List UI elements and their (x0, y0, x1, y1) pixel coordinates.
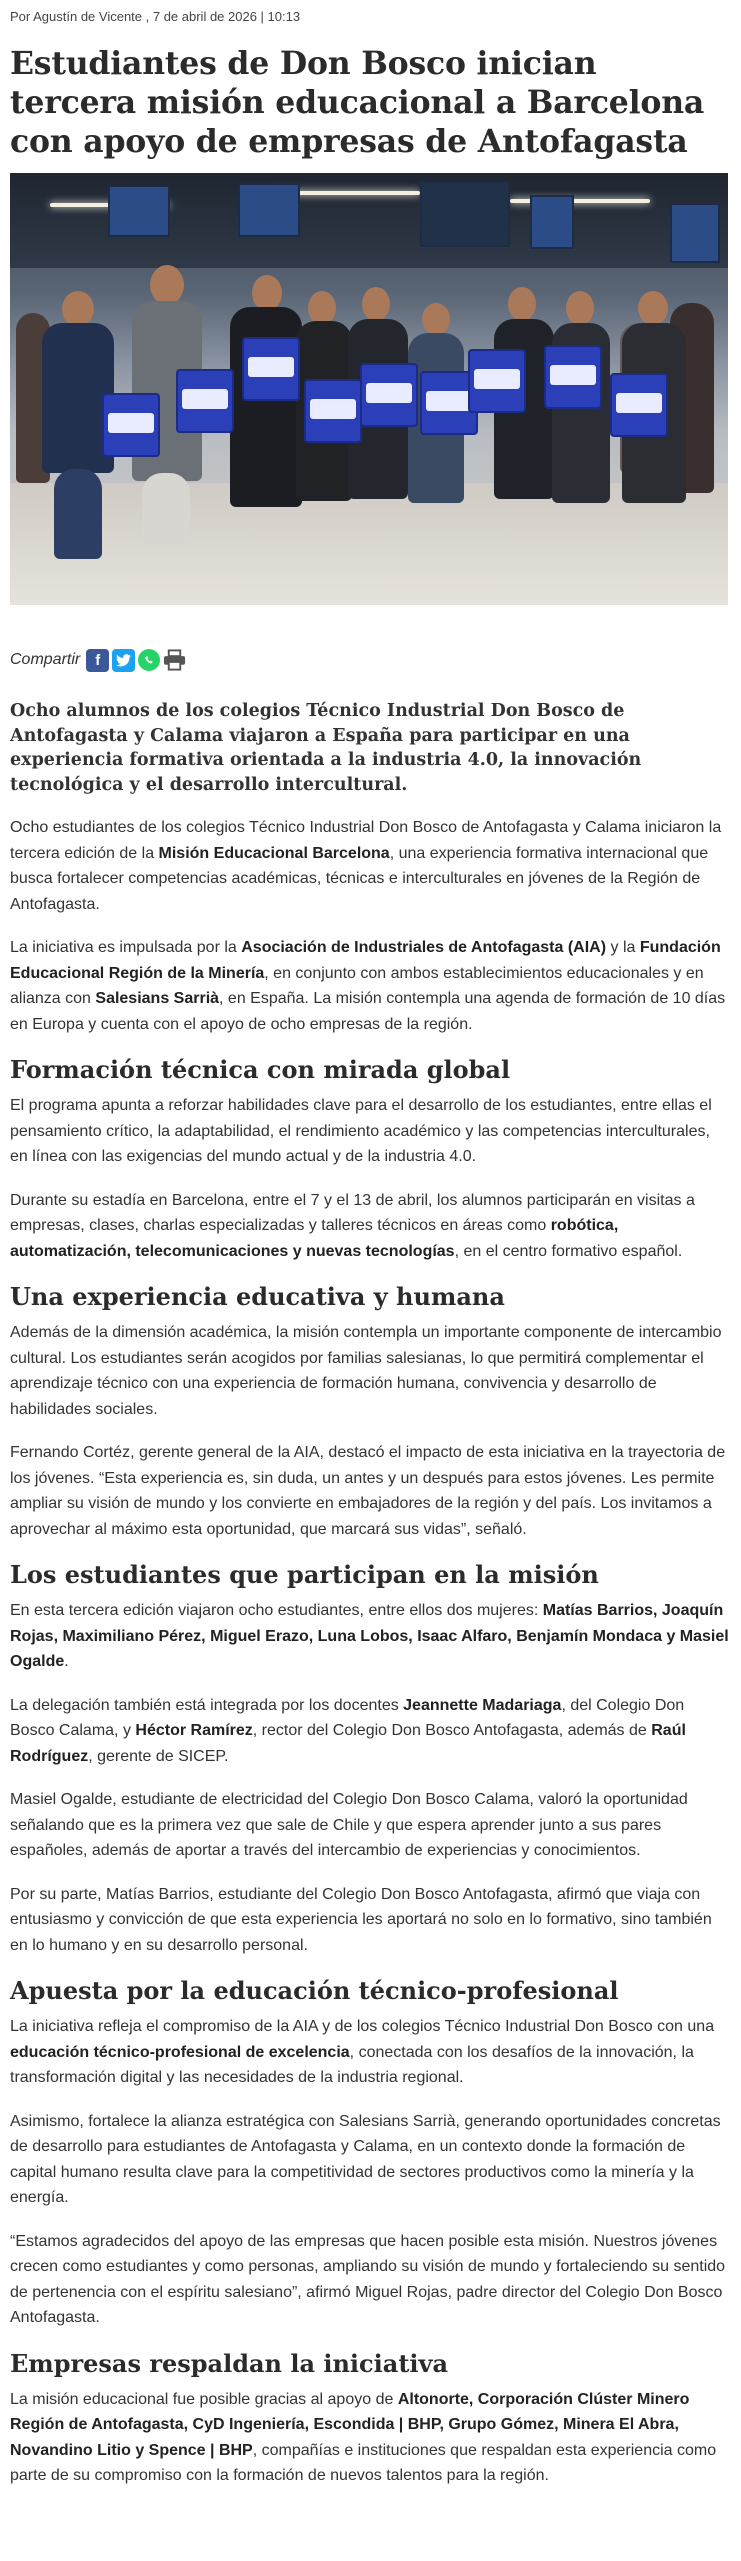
section-heading: Formación técnica con mirada global (10, 1055, 511, 1084)
section-heading: Empresas respaldan la iniciativa (10, 2348, 449, 2378)
photo-departure-board (420, 181, 510, 247)
photo-bag (242, 337, 300, 401)
photo-head (422, 303, 450, 335)
photo-bag (544, 345, 602, 409)
paragraph: Fernando Cortéz, gerente general de la AIA, destacó el impacto de esta iniciativa en la trayectoria de los jóvenes. “Esta experiencia es, sin duda, un antes y un después para estos jóvenes. Les permite ampliar su visión de mundo y los convierte en embajadores de la región y del país. Los invitamos a aprovechar al máximo esta oportunidad, que marcará sus vidas”, señaló. (10, 1444, 726, 1538)
article-byline: Por Agustín de Vicente , 7 de abril de 2026 | 10:13 (10, 9, 301, 24)
article-lead: Ocho alumnos de los colegios Técnico Industrial Don Bosco de Antofagasta y Calama viajaron a España para participar en una experiencia formativa orientada a la industria 4.0, la innovación tecnológica y el desarrollo intercultural. (10, 701, 642, 795)
paragraph: “Estamos agradecidos del apoyo de las empresas que hacen posible esta misión. Nuestros jóvenes crecen como estudiantes y como personas, ampliando su visión de mundo y fortaleciendo su sentido de pertenencia con el espíritu salesiano”, afirmó Miguel Rojas, padre director del Colegio Don Bosco Antofagasta. (10, 2232, 726, 2326)
paragraph: En esta tercera edición viajaron ocho estudiantes, entre ellos dos mujeres: Matías Barrios, Joaquín Rojas, Maximiliano Pérez, Miguel Erazo, Luna Lobos, Isaac Alfaro, Benjamín Mondaca y Masiel Ogalde. (10, 1602, 729, 1670)
paragraph: La misión educacional fue posible gracias al apoyo de Altonorte, Corporación Clúster Minero Región de Antofagasta, CyD Ingeniería, Escondida | BHP, Grupo Gómez, Minera El Abra, Novandino Litio y Spence | BHP, compañías e instituciones que respaldan esta experiencia como parte de su compromiso con la formación de nuevos talentos para la región. (10, 2390, 717, 2484)
paragraph: La iniciativa es impulsada por la Asociación de Industriales de Antofagasta (AIA) y la Fundación Educacional Región de la Minería, en conjunto con ambos establecimientos educacionales y en alianza con Salesians Sarrià, en España. La misión contempla una agenda de formación de 10 días en Europa y cuenta con el apoyo de ocho empresas de la región. (10, 939, 726, 1033)
section-heading: Apuesta por la educación técnico-profesional (10, 1976, 619, 2005)
photo-floor (10, 483, 728, 605)
paragraph: El programa apunta a reforzar habilidades clave para el desarrollo de los estudiantes, entre ellas el pensamiento crítico, la adaptabilidad, el rendimiento académico y las competencias interculturales, en línea con las exigencias del mundo actual y de la industria 4.0. (10, 1097, 712, 1165)
paragraph: Por su parte, Matías Barrios, estudiante del Colegio Don Bosco Antofagasta, afirmó que viaja con entusiasmo y convicción de que esta experiencia les aportará no solo en lo formativo, sino también en lo humano y en su desarrollo personal. (10, 1885, 712, 1954)
photo-bag (610, 373, 668, 437)
photo-head (566, 291, 594, 325)
photo-screen (670, 203, 720, 263)
photo-head (62, 291, 94, 327)
photo-bag (102, 393, 160, 457)
article-photo (10, 173, 728, 605)
twitter-icon[interactable] (112, 649, 135, 672)
facebook-icon[interactable]: f (86, 649, 109, 672)
section-heading: Una experiencia educativa y humana (10, 1282, 505, 1311)
photo-screen (530, 195, 574, 249)
paragraph: Masiel Ogalde, estudiante de electricidad del Colegio Don Bosco Calama, valoró la oportunidad señalando que es la primera vez que sale de Chile y que espera aprender junto a sus pares españoles, además de aportar a través del intercambio de experiencias y conocimientos. (10, 1791, 688, 1859)
photo-bag (176, 369, 234, 433)
photo-head (508, 287, 536, 321)
photo-bag (304, 379, 362, 443)
print-icon[interactable] (163, 649, 186, 672)
photo-bag (360, 363, 418, 427)
share-bar (10, 647, 729, 673)
photo-person (142, 473, 190, 543)
paragraph: La delegación también está integrada por los docentes Jeannette Madariaga, del Colegio Don Bosco Calama, y Héctor Ramírez, rector del Colegio Don Bosco Antofagasta, además de Raúl Rodríguez, gerente de SICEP. (10, 1696, 686, 1765)
photo-head (638, 291, 668, 325)
paragraph: Ocho estudiantes de los colegios Técnico Industrial Don Bosco de Antofagasta y Calama iniciaron la tercera edición de la Misión Educacional Barcelona, una experiencia formativa internacional que busca fortalecer competencias académicas, técnicas e interculturales en jóvenes de la Región de Antofagasta. (10, 819, 722, 913)
photo-head (362, 287, 390, 321)
article-title: Estudiantes de Don Bosco inician tercera misión educacional a Barcelona con apoyo de empresas de Antofagasta (10, 45, 705, 160)
share-label: Compartir (10, 651, 81, 668)
whatsapp-icon[interactable] (138, 649, 160, 671)
section-heading: Los estudiantes que participan en la misión (10, 1560, 599, 1589)
photo-screen (238, 183, 300, 237)
photo-bag (468, 349, 526, 413)
photo-head (150, 265, 184, 305)
paragraph: Asimismo, fortalece la alianza estratégica con Salesians Sarrià, generando oportunidades concretas de desarrollo para estudiantes de Antofagasta y Calama, en un contexto donde la formación de capital humano resulta clave para la competitividad de sectores productivos como la minería y la energía. (10, 2112, 721, 2206)
paragraph: Durante su estadía en Barcelona, entre el 7 y el 13 de abril, los alumnos participarán en visitas a empresas, clases, charlas especializadas y talleres técnicos en áreas como robótica, automatización, telecomunicaciones y nuevas tecnologías, en el centro formativo español. (10, 1191, 695, 1260)
paragraph: Además de la dimensión académica, la misión contempla un importante componente de intercambio cultural. Los estudiantes serán acogidos por familias salesianas, lo que permitirá complementar el aprendizaje técnico con una experiencia de formación humana, convivencia y desarrollo de habilidades sociales. (10, 1324, 722, 1418)
photo-head (252, 275, 282, 311)
photo-head (308, 291, 336, 325)
paragraph: La iniciativa refleja el compromiso de la AIA y de los colegios Técnico Industrial Don Bosco con una educación técnico-profesional de excelencia, conectada con los desafíos de la innovación, la transformación digital y las necesidades de la industria regional. (10, 2018, 715, 2086)
photo-screen (108, 185, 170, 237)
photo-person (54, 469, 102, 559)
